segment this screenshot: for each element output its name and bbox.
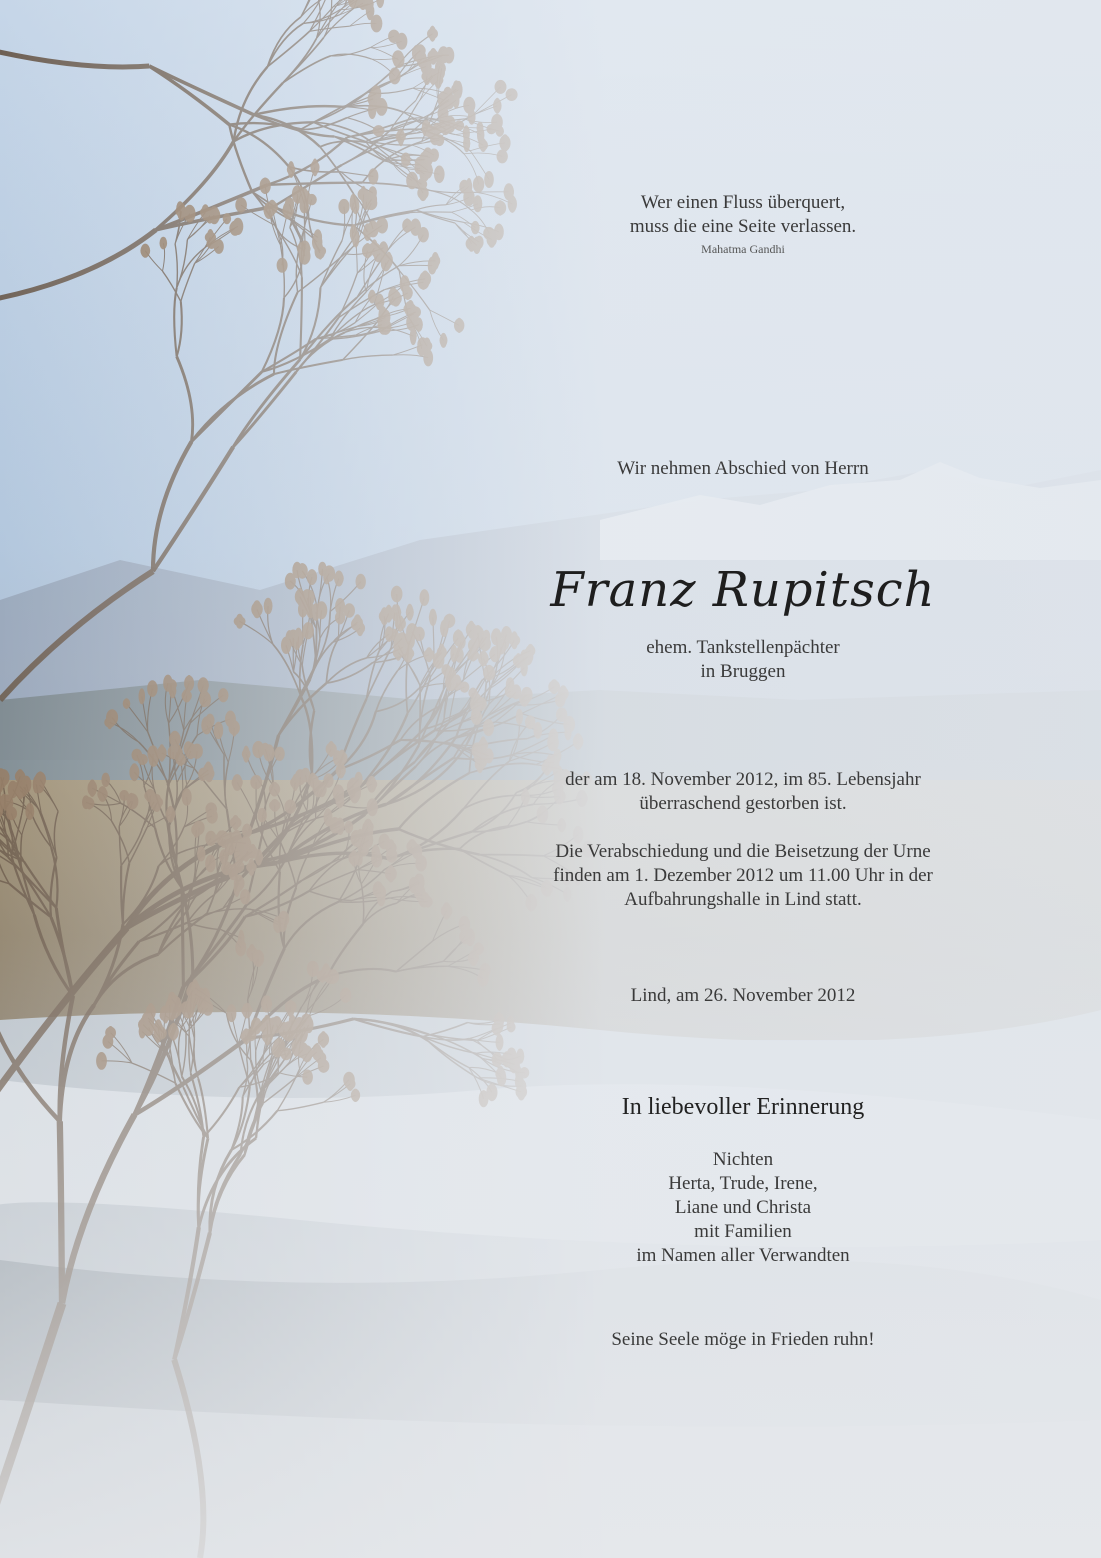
title-line-1: ehem. Tankstellenpächter xyxy=(646,637,840,658)
intro-text: Wir nehmen Abschied von Herrn xyxy=(617,458,869,479)
quote-line-1: Wer einen Fluss überquert, xyxy=(640,192,846,213)
quote-author: Mahatma Gandhi xyxy=(701,242,785,256)
quote-block xyxy=(505,191,981,257)
closing-line: Seine Seele möge in Frieden ruhn! xyxy=(611,1329,875,1350)
title-line-2: in Bruggen xyxy=(700,661,786,682)
deceased-name: Franz Rupitsch xyxy=(550,562,936,618)
memorial-heading: In liebevoller Erinnerung xyxy=(621,1094,865,1120)
ceremony-line-2: finden am 1. Dezember 2012 um 11.00 Uhr in der xyxy=(553,865,933,886)
death-notice-line-1: der am 18. November 2012, im 85. Lebensjahr xyxy=(565,769,921,790)
mourner-line: mit Familien xyxy=(694,1221,792,1242)
mourners-list xyxy=(505,1148,981,1268)
ceremony-notice xyxy=(505,840,981,912)
mourner-line: im Namen aller Verwandten xyxy=(636,1245,850,1266)
ceremony-line-3: Aufbahrungshalle in Lind statt. xyxy=(624,889,862,910)
place-date: Lind, am 26. November 2012 xyxy=(630,985,856,1006)
deceased-title xyxy=(505,636,981,684)
death-notice xyxy=(505,768,981,816)
mourner-line: Herta, Trude, Irene, xyxy=(668,1173,818,1194)
ceremony-line-1: Die Verabschiedung und die Beisetzung der Urne xyxy=(555,841,931,862)
mourner-line: Nichten xyxy=(712,1149,774,1170)
mourner-line: Liane und Christa xyxy=(674,1197,812,1218)
death-notice-line-2: überraschend gestorben ist. xyxy=(639,793,847,814)
quote-line-2: muss die eine Seite verlassen. xyxy=(629,216,857,237)
